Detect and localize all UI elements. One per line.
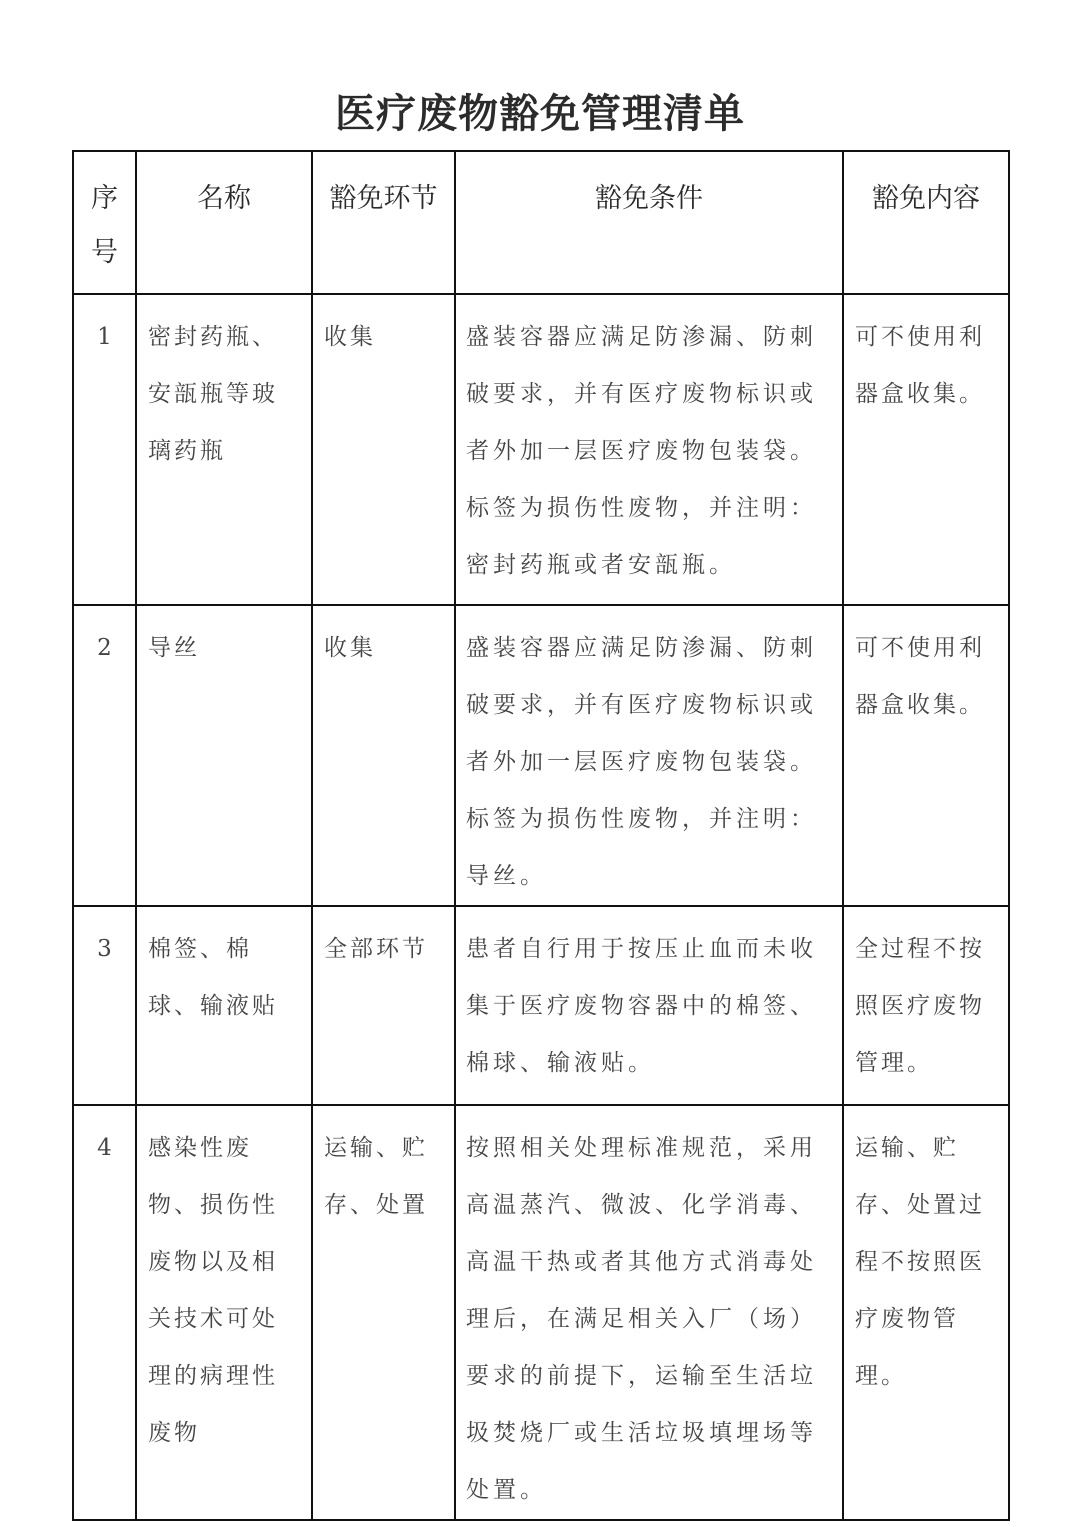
exemption-table xyxy=(72,150,1010,1521)
row-content: 可不使用利器盒收集。 xyxy=(843,294,1009,605)
table-row xyxy=(73,605,1009,906)
row-seq: 1 xyxy=(73,294,136,605)
row-stage: 全部环节 xyxy=(312,906,455,1105)
row-stage: 收集 xyxy=(312,294,455,605)
header-content: 豁免内容 xyxy=(843,151,1009,294)
row-name: 感染性废物、损伤性废物以及相关技术可处理的病理性废物 xyxy=(136,1105,312,1520)
table-row xyxy=(73,1105,1009,1520)
header-seq: 序号 xyxy=(73,151,136,294)
row-condition: 患者自行用于按压止血而未收集于医疗废物容器中的棉签、棉球、输液贴。 xyxy=(455,906,843,1105)
row-name: 导丝 xyxy=(136,605,312,906)
row-condition: 盛装容器应满足防渗漏、防刺破要求，并有医疗废物标识或者外加一层医疗废物包装袋。标签为损伤性废物，并注明：导丝。 xyxy=(455,605,843,906)
header-condition: 豁免条件 xyxy=(455,151,843,294)
row-stage: 收集 xyxy=(312,605,455,906)
row-content: 可不使用利器盒收集。 xyxy=(843,605,1009,906)
page-title: 医疗废物豁免管理清单 xyxy=(335,91,745,137)
row-name: 棉签、棉球、输液贴 xyxy=(136,906,312,1105)
table-row xyxy=(73,294,1009,605)
row-condition: 按照相关处理标准规范，采用高温蒸汽、微波、化学消毒、高温干热或者其他方式消毒处理后，在满足相关入厂（场）要求的前提下，运输至生活垃圾焚烧厂或生活垃圾填埋场等处置。 xyxy=(455,1105,843,1520)
table-header-row xyxy=(73,151,1009,294)
table-row xyxy=(73,906,1009,1105)
row-seq: 4 xyxy=(73,1105,136,1520)
header-stage: 豁免环节 xyxy=(312,151,455,294)
row-content: 运输、贮存、处置过程不按照医疗废物管理。 xyxy=(843,1105,1009,1520)
row-seq: 2 xyxy=(73,605,136,906)
row-name: 密封药瓶、安瓿瓶等玻璃药瓶 xyxy=(136,294,312,605)
row-stage: 运输、贮存、处置 xyxy=(312,1105,455,1520)
row-condition: 盛装容器应满足防渗漏、防刺破要求，并有医疗废物标识或者外加一层医疗废物包装袋。标签为损伤性废物，并注明：密封药瓶或者安瓿瓶。 xyxy=(455,294,843,605)
row-content: 全过程不按照医疗废物管理。 xyxy=(843,906,1009,1105)
header-name: 名称 xyxy=(136,151,312,294)
row-seq: 3 xyxy=(73,906,136,1105)
